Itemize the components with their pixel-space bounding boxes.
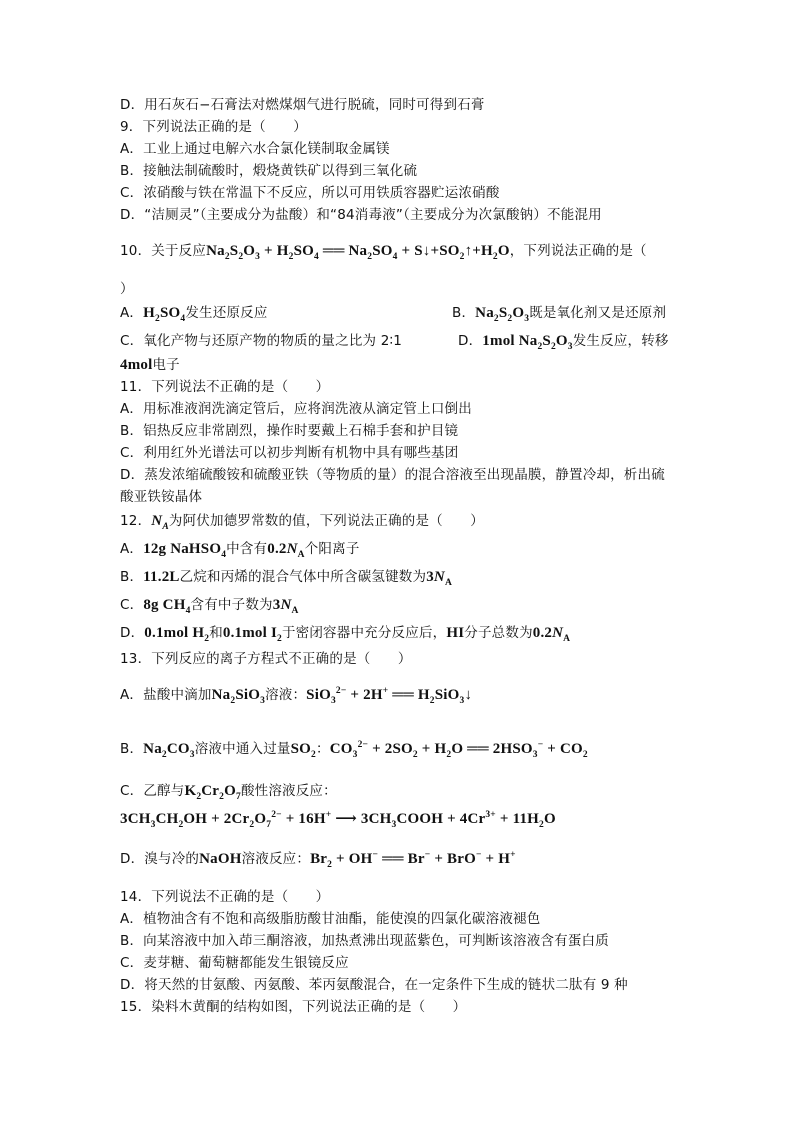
q12-stem-text: 为阿伏加德罗常数的值，下列说法正确的是（ ） <box>168 513 484 529</box>
q12-option-b-t1: 乙烷和丙烯的混合气体中所含碳氢键数为 <box>179 569 427 585</box>
q13-option-c-t1: 酸性溶液反应： <box>240 783 337 799</box>
q13-option-d-label: D．溴与冷的 <box>120 851 200 867</box>
q12-na-symbol: $N_A$ <box>151 513 169 532</box>
q10-option-b-label: B． <box>452 305 476 321</box>
q12-option-a-formula: 12g NaHSO$_4$ <box>143 541 227 560</box>
q12-option-d-h2: 0.1mol $H_2$ <box>144 625 210 644</box>
q13-option-a-label: A．盐酸中滴加 <box>120 687 212 703</box>
q10-option-d-text: 发生反应，转移 <box>572 333 669 349</box>
q11-option-a: A．用标准液润洗滴定管后，应将润洗液从滴定管上口倒出 <box>120 401 472 417</box>
q13-option-b-t2: ： <box>316 741 330 757</box>
q14-option-a: A．植物油含有不饱和高级脂肪酸甘油酯，能使溴的四氯化碳溶液褪色 <box>120 911 541 927</box>
q12-option-c-formula: 8g $CH_4$ <box>143 597 191 616</box>
q13-option-a <box>120 686 472 704</box>
q14-option-c: C．麦芽糖、葡萄糖都能发生银镜反应 <box>120 955 349 971</box>
q13-option-d-equation: $Br_2 + OH^-$ ══ Br− + BrO− + H+ <box>310 850 516 870</box>
q12-option-b-value: $3N_A$ <box>426 569 453 588</box>
q14-option-b: B．向某溶液中加入茚三酮溶液，加热煮沸出现蓝紫色，可判断该溶液含有蛋白质 <box>120 933 609 949</box>
q10-stem <box>120 242 647 260</box>
q13-option-c-label: C．乙醇与 <box>120 783 185 799</box>
q13-option-a-equation: SiO$_3^{2-}$ + 2H+ ══ $H_2SiO_3↓$ <box>306 686 473 706</box>
q10-options-ab <box>120 304 760 322</box>
q9-option-c: C．浓硝酸与铁在常温下不反应，所以可用铁质容器贮运浓硝酸 <box>120 185 500 201</box>
q13-option-c-reagent: $K_2Cr_2O_7$ <box>184 783 241 802</box>
q13-option-b-t1: 溶液中通入过量 <box>194 741 291 757</box>
q15-stem: 15．染料木黄酮的结构如图，下列说法正确的是（ ） <box>120 999 467 1015</box>
q12-option-d-label: D． <box>120 625 145 641</box>
q10-option-b-text: 既是氧化剂又是还原剂 <box>529 305 667 321</box>
q12-option-c-value: $3N_A$ <box>272 597 299 616</box>
q12-option-d-t2: 于密闭容器中充分反应后， <box>281 625 447 641</box>
q12-option-a-value: $0.2N_A$ <box>267 541 305 560</box>
q12-option-d-t3: 分子总数为 <box>464 625 533 641</box>
q10-option-d-formula: 1mol $Na_2S_2O_3$ <box>482 333 573 352</box>
q10-option-a-label: A． <box>120 305 144 321</box>
q12-option-d-i2: 0.1mol $I_2$ <box>222 625 282 644</box>
q13-option-d-reagent: NaOH <box>199 851 242 867</box>
q12-option-b-volume: 11.2L <box>143 569 180 585</box>
q12-option-c-label: C． <box>120 597 144 613</box>
q10-option-b <box>452 304 666 322</box>
q11-option-d-cont: 酸亚铁铵晶体 <box>120 489 203 505</box>
q12-option-d-hi: HI <box>446 625 465 641</box>
q10-pre: 10．关于反应 <box>120 243 207 259</box>
q12-option-b <box>120 568 452 586</box>
q12-option-d <box>120 624 570 642</box>
q12-option-d-value: $0.2N_A$ <box>532 625 571 644</box>
q9-stem: 9．下列说法正确的是（ ） <box>120 119 307 135</box>
q10-option-a-formula: $H_2SO_4$ <box>143 305 186 324</box>
q10-option-d-cont-text: 电子 <box>152 357 180 373</box>
q13-option-c <box>120 782 337 800</box>
q12-option-a-t1: 中含有 <box>226 541 268 557</box>
q13-option-b-equation: $CO_3^{2-} + 2SO_2 + H_2O$ ══ $2HSO_3^- + CO_2$ <box>329 740 588 760</box>
q12-option-d-t1: 和 <box>209 625 223 641</box>
q10-option-a-text: 发生还原反应 <box>185 305 268 321</box>
q12-number: 12． <box>120 513 152 529</box>
q13-option-b <box>120 740 588 758</box>
q9-option-d: D．“洁厕灵”（主要成分为盐酸）和“84消毒液”（主要成分为次氯酸钠）不能混用 <box>120 207 602 223</box>
q8-option-d: D．用石灰石−石膏法对燃煤烟气进行脱硫，同时可得到石膏 <box>120 97 485 113</box>
q13-option-b-reagent: $Na_2CO_3$ <box>143 741 195 760</box>
q13-option-b-label: B． <box>120 741 144 757</box>
q12-option-b-label: B． <box>120 569 144 585</box>
q13-option-d <box>120 850 516 868</box>
q11-option-b: B．铝热反应非常剧烈，操作时要戴上石棉手套和护目镜 <box>120 423 459 439</box>
q12-option-a-t2: 个阳离子 <box>304 541 360 557</box>
q13-option-d-t1: 溶液反应： <box>241 851 311 867</box>
q13-option-a-reagent: $Na_2SiO_3$ <box>211 687 266 706</box>
q10-option-d <box>458 332 669 350</box>
q13-option-c-equation <box>120 810 556 828</box>
q13-stem: 13．下列反应的离子方程式不正确的是（ ） <box>120 651 412 667</box>
q12-option-c <box>120 596 299 614</box>
q10-post: ，下列说法正确的是（ <box>509 243 647 259</box>
q11-option-c: C．利用红外光谱法可以初步判断有机物中具有哪些基团 <box>120 445 459 461</box>
q12-stem <box>120 512 484 530</box>
q13-option-c-equation-text: $3CH_3CH_2OH + 2Cr_2O_7^{2-} + 16H^+$ ⟶ $3CH_3COOH + 4Cr^{3+} + 11H_2O$ <box>120 810 556 830</box>
q10-option-c: C．氧化产物与还原产物的物质的量之比为 2∶1 <box>120 333 403 349</box>
q13-option-b-so2: $SO_2$ <box>290 741 316 760</box>
q9-option-a: A．工业上通过电解六水合氯化镁制取金属镁 <box>120 141 390 157</box>
q10-option-d-cont <box>120 356 180 374</box>
q9-option-b: B．接触法制硫酸时，煅烧黄铁矿以得到三氧化硫 <box>120 163 418 179</box>
q11-option-d: D．蒸发浓缩硫酸铵和硫酸亚铁（等物质的量）的混合溶液至出现晶膜，静置冷却，析出硫 <box>120 467 665 483</box>
q14-stem: 14．下列说法不正确的是（ ） <box>120 889 330 905</box>
q12-option-c-t1: 含有中子数为 <box>190 597 273 613</box>
q13-option-a-t1: 溶液： <box>265 687 307 703</box>
q14-option-d: D．将天然的甘氨酸、丙氨酸、苯丙氨酸混合，在一定条件下生成的链状二肽有 9 种 <box>120 977 628 993</box>
q10-option-d-label: D． <box>458 333 483 349</box>
q10-equation: $Na_2S_2O_3 + H_2SO_4$ ══ $Na_2SO_4$ + $S↓+SO_2↑+H_2O$ <box>206 243 510 262</box>
q11-stem: 11．下列说法不正确的是（ ） <box>120 379 330 395</box>
q12-option-a <box>120 540 360 558</box>
q12-option-a-label: A． <box>120 541 144 557</box>
q10-options-cd <box>120 332 760 350</box>
q10-option-b-formula: $Na_2S_2O_3$ <box>475 305 530 324</box>
q10-option-d-amount: 4mol <box>120 357 153 373</box>
q10-close: ） <box>120 281 134 297</box>
